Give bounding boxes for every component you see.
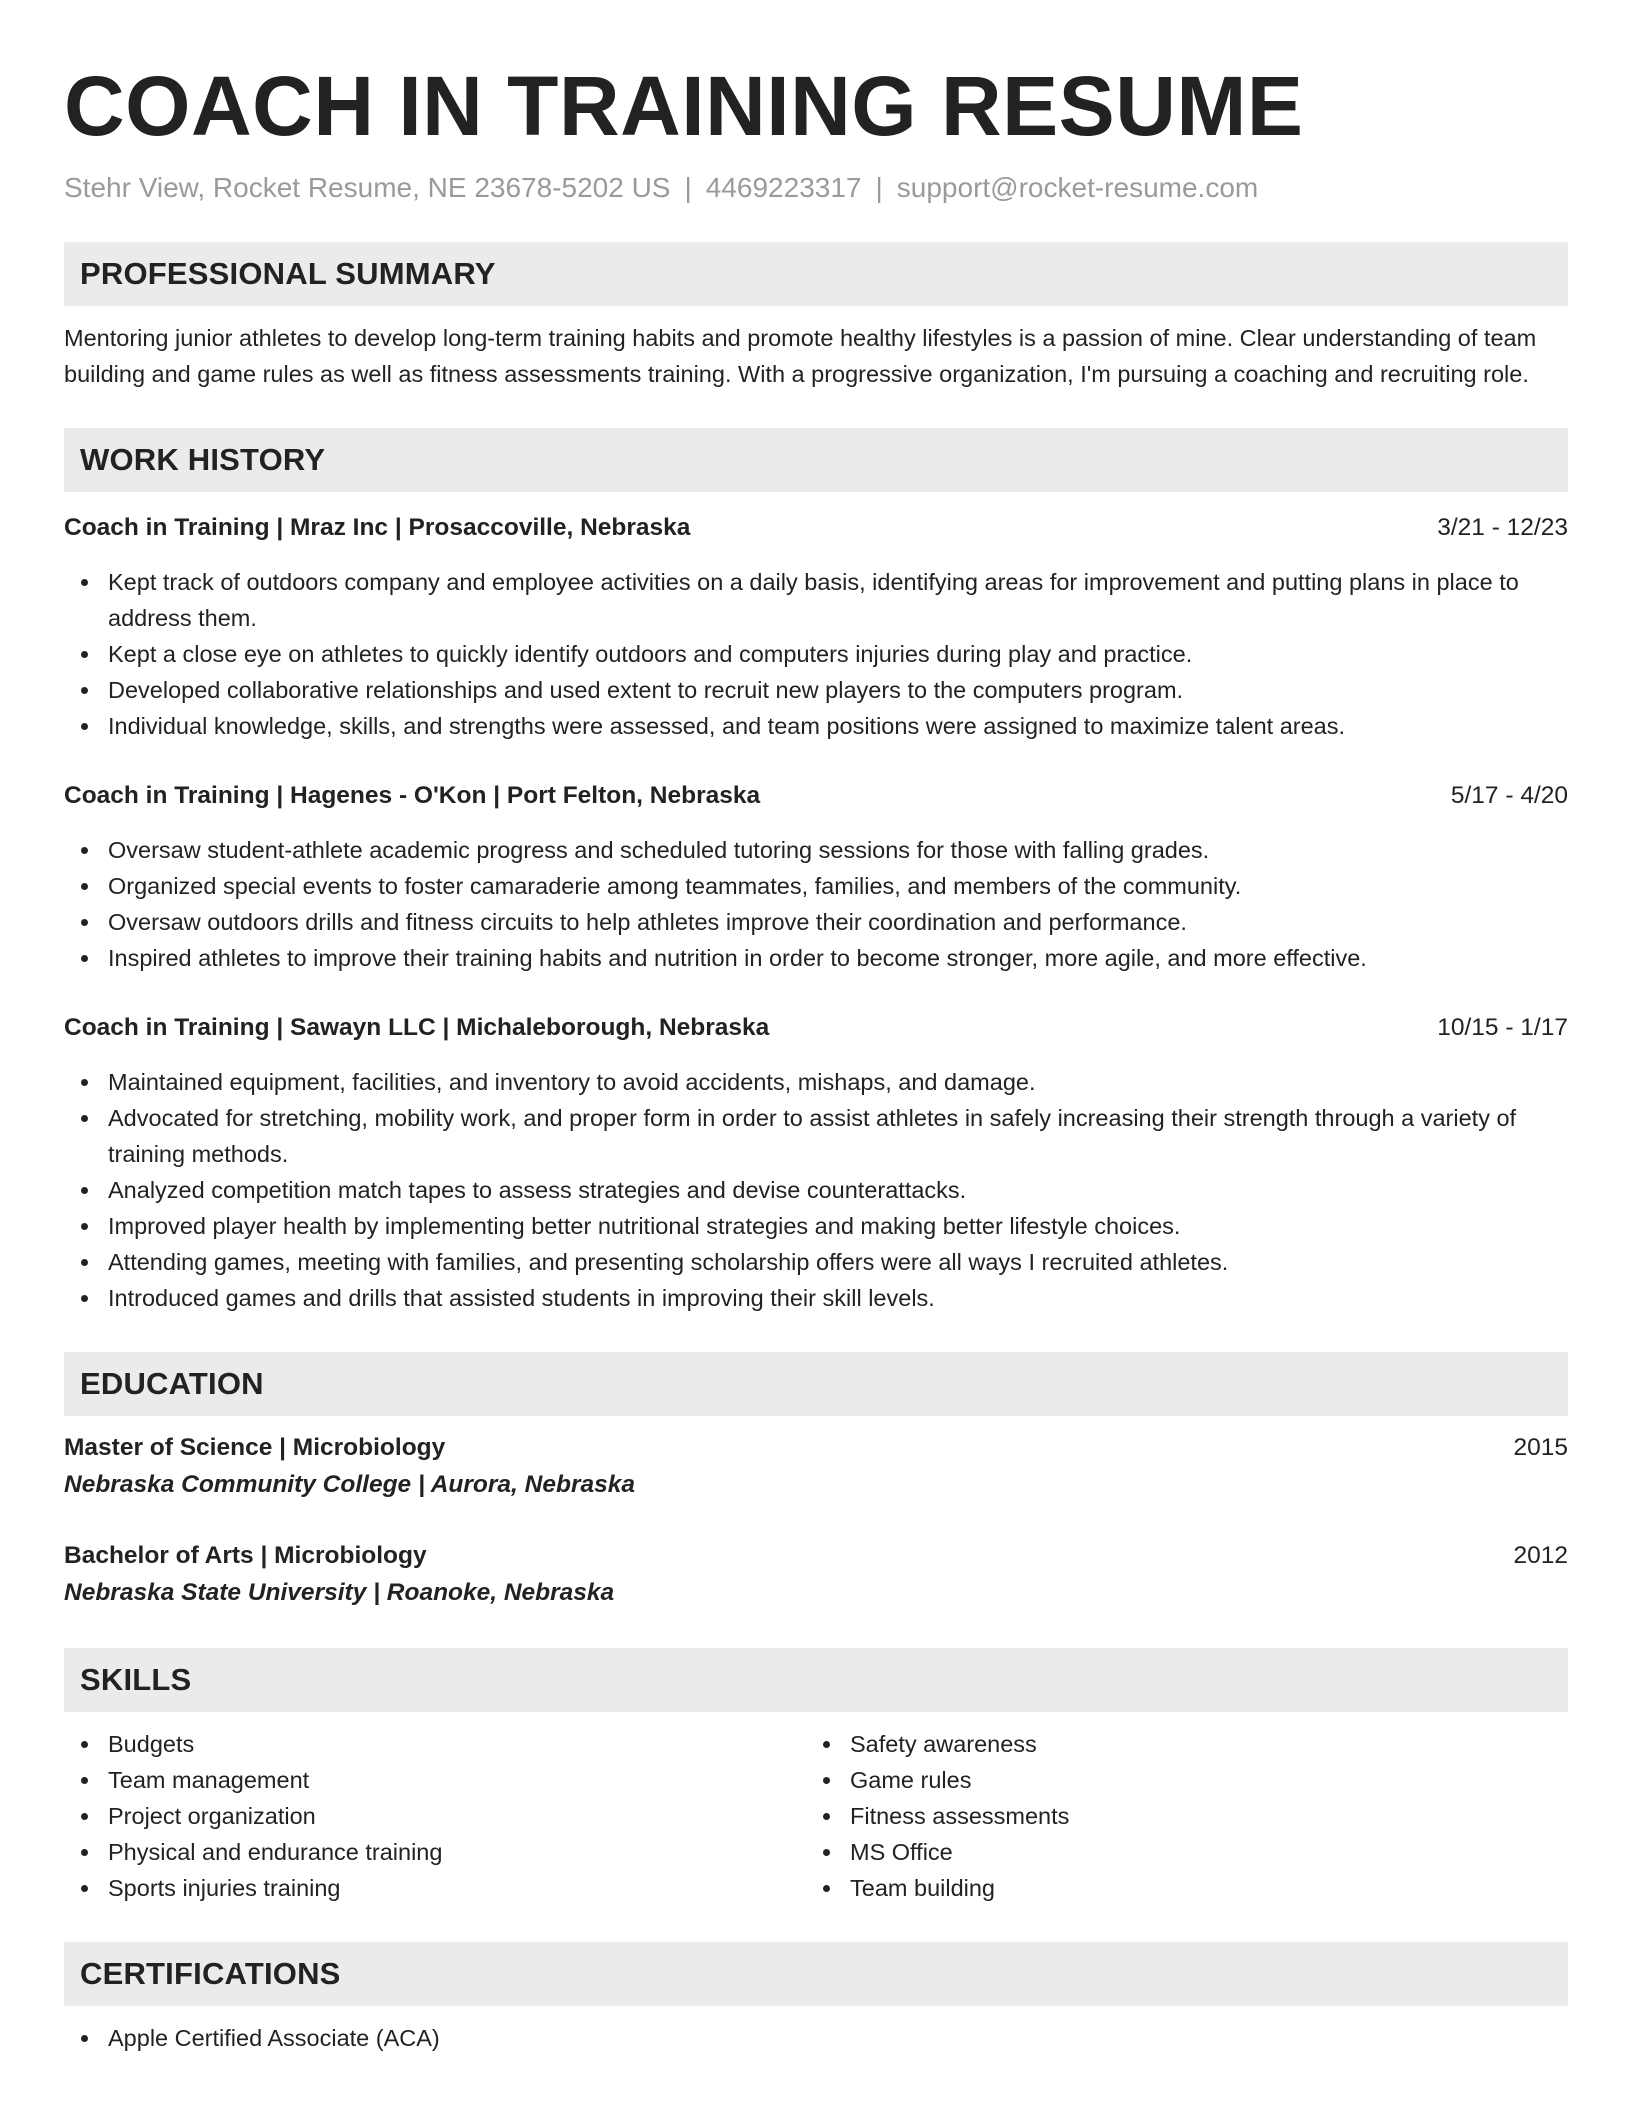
job-bullet-list [64,1064,1568,1316]
education-year: 2012 [1513,1542,1568,1569]
job-header [64,778,1568,814]
job-bullet: Kept track of outdoors company and employee activities on a daily basis, identifying areas for improvement and putting plans in place to address them. [64,564,1568,636]
skill-item: Physical and endurance training [64,1834,806,1870]
certifications-list [64,2020,1568,2056]
job-title: Coach in Training | Mraz Inc | Prosaccoville, Nebraska [64,514,691,541]
skill-item: Budgets [64,1726,806,1762]
contact-separator: | [875,172,883,203]
skills-list-right [806,1726,1548,1906]
job-bullet: Oversaw outdoors drills and fitness circuits to help athletes improve their coordination and performance. [64,904,1568,940]
contact-phone: 4469223317 [705,172,862,203]
skill-item: Game rules [806,1762,1548,1798]
job-bullet: Attending games, meeting with families, and presenting scholarship offers were all ways I recruited athletes. [64,1244,1568,1280]
job-dates: 3/21 - 12/23 [1437,514,1568,541]
resume-title: COACH IN TRAINING RESUME [64,59,1304,153]
skill-item: Fitness assessments [806,1798,1548,1834]
education-degree: Bachelor of Arts | Microbiology [64,1542,427,1569]
job-bullet: Maintained equipment, facilities, and inventory to avoid accidents, mishaps, and damage. [64,1064,1568,1100]
skill-item: Project organization [64,1798,806,1834]
contact-address: Stehr View, Rocket Resume, NE 23678-5202 US [64,172,671,203]
job-entry [64,510,1568,744]
education-degree: Master of Science | Microbiology [64,1434,446,1461]
job-header [64,1010,1568,1046]
job-dates: 5/17 - 4/20 [1450,782,1568,809]
education-entry [64,1538,1568,1612]
job-bullet: Inspired athletes to improve their training habits and nutrition in order to become stronger, more agile, and more effective. [64,940,1568,976]
job-header [64,510,1568,546]
skill-item: Team building [806,1870,1548,1906]
skill-item: MS Office [806,1834,1548,1870]
skill-item: Team management [64,1762,806,1798]
skills-columns [64,1726,1568,1906]
skill-item: Safety awareness [806,1726,1548,1762]
contact-email: support@rocket-resume.com [896,172,1259,203]
job-bullet: Analyzed competition match tapes to assess strategies and devise counterattacks. [64,1172,1568,1208]
section-heading-skills: SKILLS [64,1648,1568,1712]
job-entry [64,778,1568,976]
job-title: Coach in Training | Hagenes - O'Kon | Port Felton, Nebraska [64,782,761,809]
job-bullet-list [64,564,1568,744]
job-title: Coach in Training | Sawayn LLC | Michaleborough, Nebraska [64,1014,770,1041]
section-heading-summary: PROFESSIONAL SUMMARY [64,242,1568,306]
job-dates: 10/15 - 1/17 [1437,1014,1568,1041]
job-bullet: Advocated for stretching, mobility work, and proper form in order to assist athletes in safely increasing their strength through a variety of training methods. [64,1100,1568,1172]
education-header [64,1430,1568,1466]
job-bullet: Oversaw student-athlete academic progress and scheduled tutoring sessions for those with falling grades. [64,832,1568,868]
job-bullet: Introduced games and drills that assisted students in improving their skill levels. [64,1280,1568,1316]
certification-item: Apple Certified Associate (ACA) [64,2020,1568,2056]
education-school: Nebraska Community College | Aurora, Nebraska [64,1471,635,1498]
section-heading-work-history: WORK HISTORY [64,428,1568,492]
job-bullet: Developed collaborative relationships and used extent to recruit new players to the computers program. [64,672,1568,708]
education-header [64,1538,1568,1574]
education-entry [64,1430,1568,1504]
job-bullet: Organized special events to foster camaraderie among teammates, families, and members of the community. [64,868,1568,904]
job-entry [64,1010,1568,1316]
education-year: 2015 [1513,1434,1568,1461]
skills-list-left [64,1726,806,1906]
education-school: Nebraska State University | Roanoke, Nebraska [64,1579,615,1606]
certifications-block [64,2020,1568,2056]
job-bullet: Improved player health by implementing better nutritional strategies and making better lifestyle choices. [64,1208,1568,1244]
job-bullet-list [64,832,1568,976]
section-heading-certifications: CERTIFICATIONS [64,1942,1568,2006]
summary-text: Mentoring junior athletes to develop long-term training habits and promote healthy lifestyles is a passion of mine. Clear understanding of team building and game rules as well as fitness assessments training. With a progressive organization, I'm pursuing a coaching and recruiting role. [64,325,1537,387]
job-bullet: Individual knowledge, skills, and strengths were assessed, and team positions were assigned to maximize talent areas. [64,708,1568,744]
job-bullet: Kept a close eye on athletes to quickly identify outdoors and computers injuries during play and practice. [64,636,1568,672]
skill-item: Sports injuries training [64,1870,806,1906]
section-heading-education: EDUCATION [64,1352,1568,1416]
contact-line [64,170,1568,206]
resume-page [64,0,1568,2056]
contact-separator: | [684,172,692,203]
